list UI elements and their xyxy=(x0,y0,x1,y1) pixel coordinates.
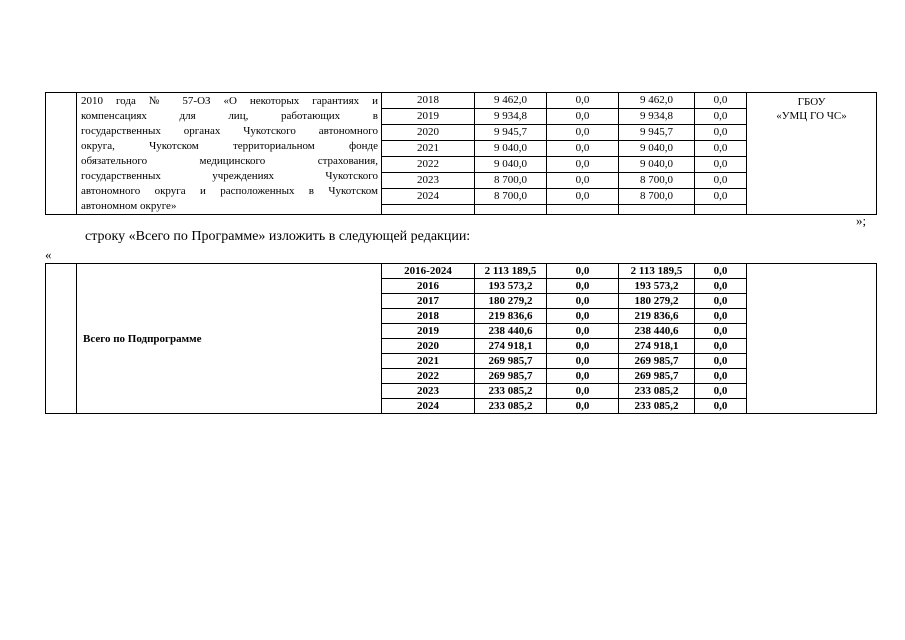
federal-cell: 0,0 xyxy=(547,189,619,205)
description-line: 2010 года № 57-ОЗ «О некоторых гарантиях и xyxy=(81,95,378,107)
federal-cell: 0,0 xyxy=(547,294,619,309)
total-cell: 9 462,0 xyxy=(475,93,547,109)
year-cell: 2021 xyxy=(382,354,475,369)
other-cell: 0,0 xyxy=(695,399,747,414)
other-cell: 0,0 xyxy=(695,93,747,109)
other-cell: 0,0 xyxy=(695,189,747,205)
total-cell: 180 279,2 xyxy=(475,294,547,309)
total-cell: 193 573,2 xyxy=(475,279,547,294)
regional-cell: 219 836,6 xyxy=(619,309,695,324)
empty-cell xyxy=(695,205,747,215)
federal-cell: 0,0 xyxy=(547,93,619,109)
total-cell: 274 918,1 xyxy=(475,339,547,354)
total-cell: 233 085,2 xyxy=(475,399,547,414)
opening-quote: « xyxy=(45,247,52,262)
executor-abbrev: «УМЦ ГО ЧС» xyxy=(776,110,847,122)
year-cell: 2022 xyxy=(382,369,475,384)
regional-cell: 180 279,2 xyxy=(619,294,695,309)
other-cell: 0,0 xyxy=(695,173,747,189)
instruction-paragraph: строку «Всего по Программе» изложить в следующей редакции: xyxy=(85,229,471,244)
other-cell: 0,0 xyxy=(695,354,747,369)
regional-cell: 8 700,0 xyxy=(619,173,695,189)
description-line: автономном округе» xyxy=(81,200,177,212)
total-cell: 219 836,6 xyxy=(475,309,547,324)
total-cell: 9 040,0 xyxy=(475,141,547,157)
regional-cell: 2 113 189,5 xyxy=(619,264,695,279)
regional-cell: 274 918,1 xyxy=(619,339,695,354)
other-cell: 0,0 xyxy=(695,294,747,309)
other-cell: 0,0 xyxy=(695,141,747,157)
empty-cell xyxy=(547,205,619,215)
other-cell: 0,0 xyxy=(695,109,747,125)
year-cell: 2023 xyxy=(382,384,475,399)
total-cell: 9 934,8 xyxy=(475,109,547,125)
row-number-cell xyxy=(46,93,77,215)
other-cell: 0,0 xyxy=(695,279,747,294)
year-cell: 2024 xyxy=(382,189,475,205)
table-row xyxy=(46,264,877,279)
total-cell: 2 113 189,5 xyxy=(475,264,547,279)
regional-cell: 9 945,7 xyxy=(619,125,695,141)
other-cell: 0,0 xyxy=(695,309,747,324)
federal-cell: 0,0 xyxy=(547,141,619,157)
subprogram-total-table xyxy=(45,263,877,414)
federal-cell: 0,0 xyxy=(547,125,619,141)
year-cell: 2019 xyxy=(382,109,475,125)
empty-cell xyxy=(475,205,547,215)
description-line: государственных органах Чукотского автономного xyxy=(81,125,378,137)
year-cell: 2020 xyxy=(382,125,475,141)
measure-description xyxy=(77,93,382,215)
total-cell: 233 085,2 xyxy=(475,384,547,399)
year-cell: 2020 xyxy=(382,339,475,354)
description-line: компенсациях для лиц, работающих в xyxy=(81,110,378,122)
regional-cell: 9 934,8 xyxy=(619,109,695,125)
year-cell: 2024 xyxy=(382,399,475,414)
empty-cell xyxy=(382,205,475,215)
subprogram-total-label: Всего по Подпрограмме xyxy=(77,264,382,414)
regional-cell: 233 085,2 xyxy=(619,384,695,399)
row-number-cell xyxy=(46,264,77,414)
federal-cell: 0,0 xyxy=(547,384,619,399)
federal-cell: 0,0 xyxy=(547,309,619,324)
description-line: обязательного медицинского страхования, xyxy=(81,155,378,167)
description-line: округа, Чукотском территориальном фонде xyxy=(81,140,378,152)
regional-cell: 9 040,0 xyxy=(619,157,695,173)
empty-cell xyxy=(619,205,695,215)
description-line: государственных учреждениях Чукотского xyxy=(81,170,378,182)
executor-cell xyxy=(747,264,877,414)
executor-cell xyxy=(747,93,877,215)
federal-cell: 0,0 xyxy=(547,173,619,189)
federal-cell: 0,0 xyxy=(547,279,619,294)
year-cell: 2021 xyxy=(382,141,475,157)
other-cell: 0,0 xyxy=(695,157,747,173)
other-cell: 0,0 xyxy=(695,125,747,141)
program-table-fragment xyxy=(45,92,877,215)
total-cell: 9 040,0 xyxy=(475,157,547,173)
federal-cell: 0,0 xyxy=(547,324,619,339)
regional-cell: 193 573,2 xyxy=(619,279,695,294)
regional-cell: 9 040,0 xyxy=(619,141,695,157)
description-line: автономного округа и расположенных в Чукотском xyxy=(81,185,378,197)
regional-cell: 269 985,7 xyxy=(619,369,695,384)
federal-cell: 0,0 xyxy=(547,157,619,173)
table-row xyxy=(46,93,877,109)
year-cell: 2016 xyxy=(382,279,475,294)
regional-cell: 238 440,6 xyxy=(619,324,695,339)
other-cell: 0,0 xyxy=(695,264,747,279)
other-cell: 0,0 xyxy=(695,324,747,339)
other-cell: 0,0 xyxy=(695,339,747,354)
executor-name: ГБОУ xyxy=(797,96,826,108)
federal-cell: 0,0 xyxy=(547,339,619,354)
regional-cell: 269 985,7 xyxy=(619,354,695,369)
total-cell: 8 700,0 xyxy=(475,189,547,205)
total-cell: 9 945,7 xyxy=(475,125,547,141)
other-cell: 0,0 xyxy=(695,384,747,399)
federal-cell: 0,0 xyxy=(547,109,619,125)
total-cell: 269 985,7 xyxy=(475,369,547,384)
total-cell: 238 440,6 xyxy=(475,324,547,339)
closing-quote: »; xyxy=(856,213,867,228)
regional-cell: 9 462,0 xyxy=(619,93,695,109)
year-cell: 2019 xyxy=(382,324,475,339)
year-cell: 2022 xyxy=(382,157,475,173)
federal-cell: 0,0 xyxy=(547,369,619,384)
year-cell: 2017 xyxy=(382,294,475,309)
federal-cell: 0,0 xyxy=(547,354,619,369)
year-cell: 2018 xyxy=(382,309,475,324)
total-cell: 8 700,0 xyxy=(475,173,547,189)
year-cell: 2023 xyxy=(382,173,475,189)
regional-cell: 8 700,0 xyxy=(619,189,695,205)
year-cell: 2018 xyxy=(382,93,475,109)
federal-cell: 0,0 xyxy=(547,264,619,279)
regional-cell: 233 085,2 xyxy=(619,399,695,414)
other-cell: 0,0 xyxy=(695,369,747,384)
total-cell: 269 985,7 xyxy=(475,354,547,369)
year-cell: 2016-2024 xyxy=(382,264,475,279)
federal-cell: 0,0 xyxy=(547,399,619,414)
